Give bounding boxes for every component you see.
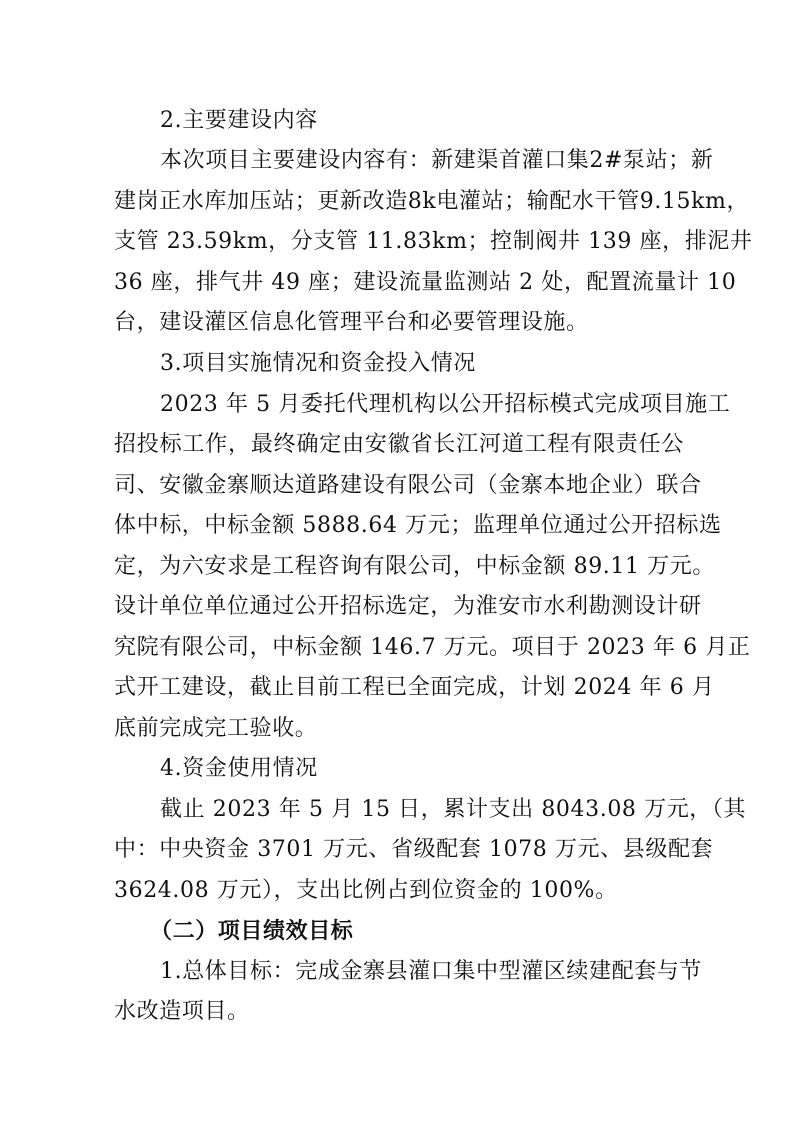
paragraph-line: 设计单位单位通过公开招标选定，为淮安市水利勘测设计研: [114, 594, 702, 619]
paragraph-line: 2023 年 5 月委托代理机构以公开招标模式完成项目施工: [160, 392, 731, 417]
paragraph-line: 36 座，排气井 49 座；建设流量监测站 2 处，配置流量计 10: [114, 270, 737, 295]
paragraph-line: 1.总体目标：完成金寨县灌口集中型灌区续建配套与节: [160, 959, 702, 984]
paragraph-line: 式开工建设，截止目前工程已全面完成，计划 2024 年 6 月: [114, 675, 715, 700]
paragraph-line: 台，建设灌区信息化管理平台和必要管理设施。: [114, 310, 589, 335]
paragraph-line: 招投标工作，最终确定由安徽省长江河道工程有限责任公: [114, 432, 684, 457]
paragraph-line: 3624.08 万元），支出比例占到位资金的 100%。: [114, 878, 618, 903]
paragraph-line: 建岗正水库加压站；更新改造8k电灌站；输配水干管9.15km，: [114, 189, 750, 214]
section-heading-performance-goals: （二）项目绩效目标: [150, 918, 354, 944]
paragraph-line: 司、安徽金寨顺达道路建设有限公司（金寨本地企业）联合: [114, 473, 702, 498]
paragraph-line: 水改造项目。: [114, 999, 250, 1024]
heading-implementation: 3.项目实施情况和资金投入情况: [160, 351, 476, 376]
paragraph-line: 定，为六安求是工程咨询有限公司，中标金额 89.11 万元。: [114, 554, 715, 579]
paragraph-line: 本次项目主要建设内容有：新建渠首灌口集2#泵站；新: [160, 148, 714, 173]
paragraph-line: 底前完成完工验收。: [114, 716, 318, 741]
heading-fund-usage: 4.资金使用情况: [160, 756, 318, 781]
paragraph-line: 中：中央资金 3701 万元、省级配套 1078 万元、县级配套: [114, 837, 714, 862]
paragraph-line: 支管 23.59km，分支管 11.83km；控制阀井 139 座，排泥井: [114, 229, 753, 254]
paragraph-line: 究院有限公司，中标金额 146.7 万元。项目于 2023 年 6 月正: [114, 635, 751, 660]
paragraph-line: 体中标，中标金额 5888.64 万元；监理单位通过公开招标选: [114, 513, 722, 538]
paragraph-line: 截止 2023 年 5 月 15 日，累计支出 8043.08 万元，（其: [160, 797, 747, 822]
heading-main-construction: 2.主要建设内容: [160, 108, 318, 133]
